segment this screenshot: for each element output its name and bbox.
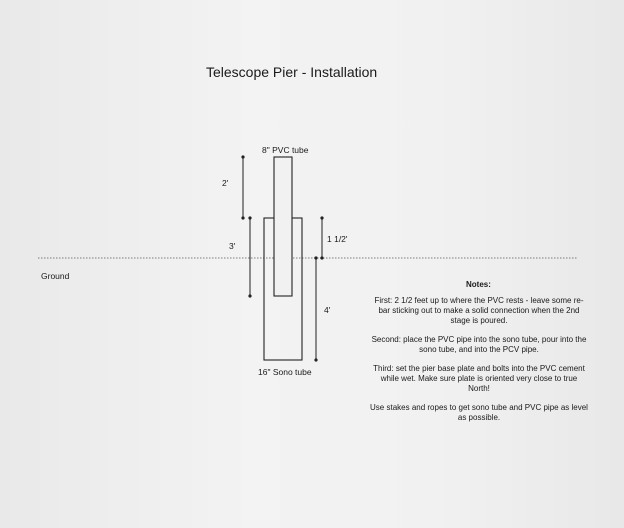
dim-1-5ft-end-top bbox=[320, 216, 323, 219]
pvc-tube-label: 8" PVC tube bbox=[262, 145, 309, 155]
diagram-title: Telescope Pier - Installation bbox=[206, 64, 378, 80]
dim-3ft-end-bottom bbox=[248, 294, 251, 297]
dim-2ft-end-top bbox=[241, 155, 244, 158]
notes-heading: Notes: bbox=[466, 280, 491, 289]
dim-4ft-label: 4' bbox=[324, 305, 331, 315]
sono-tube-label: 16" Sono tube bbox=[258, 367, 312, 377]
dim-1-5ft-label: 1 1/2' bbox=[327, 234, 348, 244]
dim-3ft-end-top bbox=[248, 216, 251, 219]
ground-label: Ground bbox=[41, 271, 70, 281]
pvc-tube bbox=[274, 157, 292, 296]
dim-2ft-label: 2' bbox=[222, 178, 229, 188]
dim-1-5ft-end-bottom bbox=[320, 256, 323, 259]
notes-list bbox=[370, 296, 588, 432]
note-item: First: 2 1/2 feet up to where the PVC rests - leave some re-bar sticking out to make a solid connection when the 2nd stage is poured. bbox=[374, 296, 584, 325]
dim-4ft-end-top bbox=[314, 256, 317, 259]
dim-3ft-label: 3' bbox=[229, 241, 236, 251]
dim-4ft-end-bottom bbox=[314, 358, 317, 361]
note-item: Use stakes and ropes to get sono tube and PVC pipe as level as possible. bbox=[370, 403, 588, 422]
note-item: Third: set the pier base plate and bolts into the PVC cement while wet. Make sure plate is oriented very close to true North! bbox=[373, 364, 585, 393]
dim-2ft-end-bottom bbox=[241, 216, 244, 219]
note-item: Second: place the PVC pipe into the sono tube, pour into the sono tube, and into the PCV pipe. bbox=[371, 335, 587, 354]
